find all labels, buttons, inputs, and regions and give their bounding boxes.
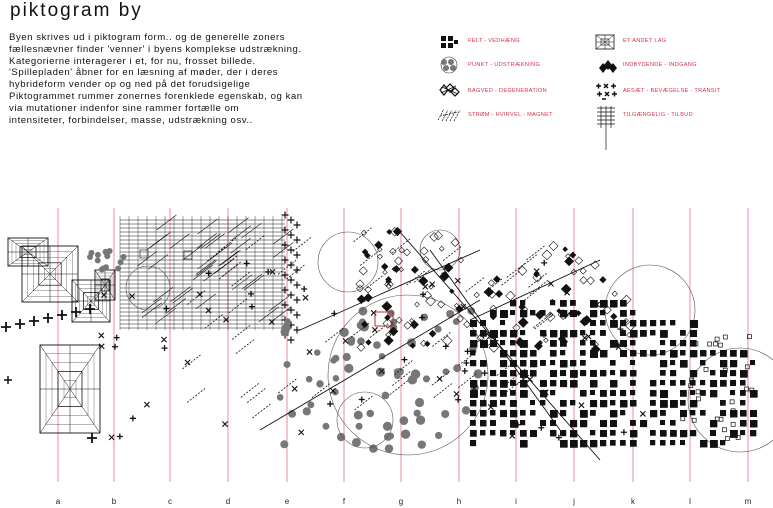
- legend-label-indbydende: INDBYDENDE - INDGANG: [623, 62, 697, 68]
- intro-line: fællesnævner finder 'venner' i byens komplekse udstrækning.: [9, 43, 302, 55]
- page-title: piktogram by: [10, 0, 143, 21]
- legend-label-strom: STRØM - HVIRVEL - MAGNET: [468, 112, 553, 118]
- intro-line: intensiteter, forbindelser, masse, udstrækning osv..: [9, 114, 253, 126]
- column-label-h: h: [456, 497, 462, 506]
- legend-label-tilgaengelig: TILGÆNGELIG - TILBUD: [623, 112, 693, 118]
- legend-label-transit: AESÆT - BEVÆGELSE - TRANSIT: [623, 88, 721, 94]
- column-label-d: d: [225, 497, 231, 506]
- intro-line: via mutationer indenfor sine rammer fortælle om: [9, 102, 240, 114]
- column-label-i: i: [515, 497, 517, 506]
- pictogram-artwork: [1, 212, 773, 461]
- intro-line: 'Spillepladen' åbner for en læsning af møder, der i deres: [9, 67, 279, 79]
- column-label-c: c: [168, 497, 172, 506]
- column-label-l: l: [689, 497, 691, 506]
- legend-label-bagved: BAGVED - DEGENERATION: [468, 88, 547, 94]
- column-label-j: j: [573, 497, 575, 506]
- intro-line: Piktogrammet rummer zonernes forenklede egenskab, og kan: [9, 90, 303, 102]
- legend-label-andet-lag: ET ANDET LAG: [623, 38, 667, 44]
- intro-line: Byen skrives ud i piktogram form.. og de generelle zoners: [9, 32, 286, 43]
- column-label-e: e: [284, 497, 290, 506]
- intro-line: Kategorierne interagerer i et, for nu, frosset billede.: [9, 55, 256, 67]
- column-label-g: g: [398, 497, 404, 506]
- column-label-m: m: [744, 497, 752, 506]
- column-label-b: b: [111, 497, 117, 506]
- column-label-k: k: [631, 497, 635, 506]
- intro-line: hybrideform vender op og ned på det forudsigelige: [9, 79, 251, 91]
- column-label-a: a: [55, 497, 61, 506]
- column-label-f: f: [342, 497, 346, 506]
- legend-label-punkt: PUNKT - UDSTRÆKNING: [468, 62, 541, 68]
- legend-label-felt: FELT - VEDHÆNG: [468, 38, 520, 44]
